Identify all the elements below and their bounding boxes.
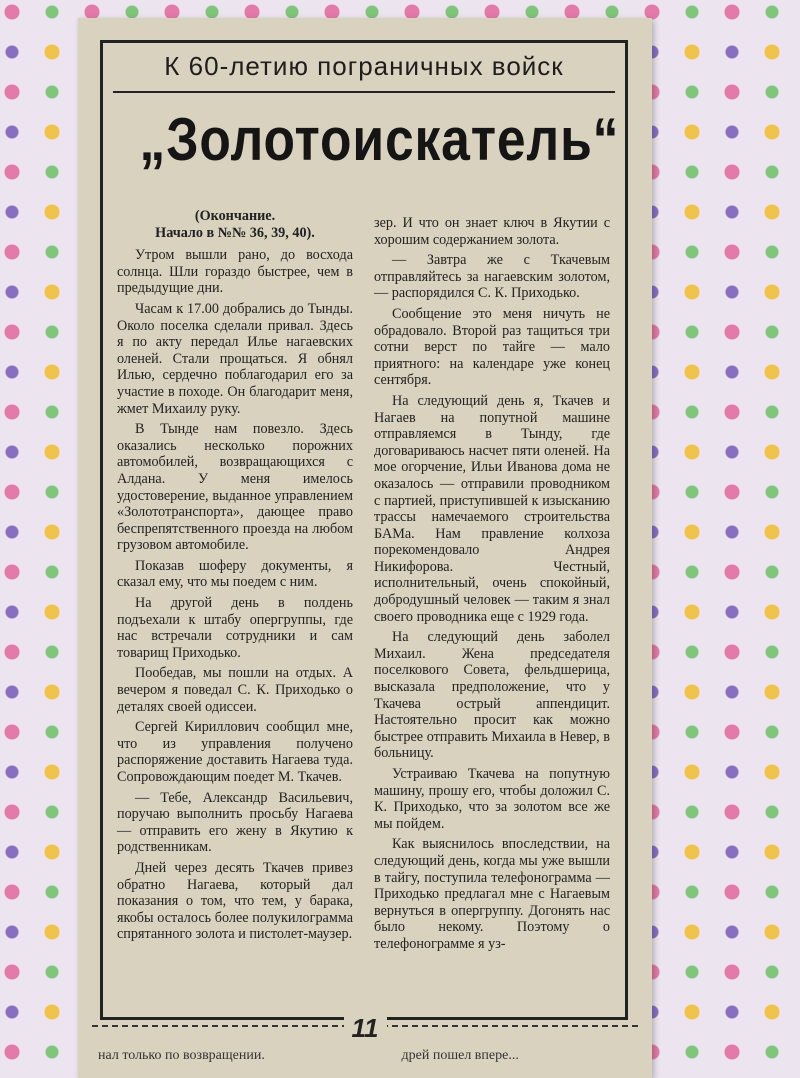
paragraph: Пообедав, мы пошли на отдых. А вечером я поведал С. К. Приходько о деталях своей одиссеи. bbox=[117, 665, 353, 715]
section-header: К 60-летию пограничных войск bbox=[164, 51, 564, 81]
paragraph: — Завтра же с Ткачевым отправляйтесь за нагаевским золотом, — распорядился С. К. Приходько. bbox=[374, 252, 610, 302]
continuation-note bbox=[117, 208, 353, 241]
paragraph: Сообщение это меня ничуть не обрадовало. Второй раз тащиться три сотни верст по тайге — мало приятного: на календаре уже конец сентября. bbox=[374, 305, 610, 389]
article-frame bbox=[100, 40, 628, 1020]
newspaper-clipping bbox=[78, 18, 652, 1078]
paragraph: Устраиваю Ткачева на попутную машину, прошу его, чтобы доложил С. К. Приходько, что за золотом все же мы пойдем. bbox=[374, 766, 610, 832]
left-column bbox=[117, 208, 353, 947]
paragraph: Как выяснилось впоследствии, на следующий день, когда мы уже вышли в тайгу, поступила телефонограмма — Приходько предлагал мне с Нагаевым вернуться в опергруппу. Догонять нас было некому. Поэтому о телефонограмме я уз- bbox=[374, 836, 610, 952]
continuation-note-line2: Начало в №№ 36, 39, 40). bbox=[155, 224, 315, 241]
paragraph: В Тынде нам повезло. Здесь оказались несколько порожних автомобилей, возвращающихся с Алдана. У меня имелось удостоверение, выданное управлением «Золототранспорта», дающее право беспрепятственного проезда на любом грузовом автомобиле. bbox=[117, 421, 353, 554]
page-number bbox=[78, 1013, 652, 1044]
paragraph: — Тебе, Александр Васильевич, поручаю выполнить просьбу Нагаева — отправить его жену в Якутию к родственникам. bbox=[117, 789, 353, 856]
page-number-text: 11 bbox=[344, 1013, 387, 1043]
paragraph: зер. И что он знает ключ в Якутии с хорошим содержанием золота. bbox=[374, 215, 610, 248]
paragraph: На другой день в полдень подъехали к штабу опергруппы, где нас встречали сотрудники и сам товарищ Приходько. bbox=[117, 595, 353, 661]
bottom-right-text: дрей пошел впере... bbox=[401, 1048, 519, 1063]
paragraph: На следующий день заболел Михаил. Жена председателя поселкового Совета, фельдшерица, высказала предположение, что у Ткачева острый аппендицит. Настоятельно просит как можно быстрее отправить Михаила в Невер, в больницу. bbox=[374, 629, 610, 762]
right-column bbox=[374, 215, 610, 957]
header-rule bbox=[113, 91, 615, 93]
article-title: „Золотоискатель“ bbox=[139, 106, 620, 173]
continuation-note-line1: (Окончание. bbox=[194, 208, 276, 224]
paragraph: Утром вышли рано, до восхода солнца. Шли гораздо быстрее, чем в предыдущие дни. bbox=[117, 247, 353, 297]
paragraph: Сергей Кириллович сообщил мне, что из управления получено распоряжение доставить Нагаева туда. Сопровождающим поедет М. Ткачев. bbox=[117, 719, 353, 785]
paragraph: На следующий день я, Ткачев и Нагаев на попутной машине отправляемся в Тынду, где договариваюсь насчет пяти оленей. На мое огорчение, Ильи Иванова дома не оказалось — отправили проводником с партией, приступившей к изысканию трассы намечаемого строительства БАМа. Нам правление колхоза порекомендовало Андрея Никифорова. Честный, исполнительный, очень спокойный, добродушный человек — таким я знал своего проводника еще с 1929 года. bbox=[374, 392, 610, 625]
next-page-text bbox=[98, 1048, 642, 1064]
paragraph: Часам к 17.00 добрались до Тынды. Около поселка сделали привал. Здесь я по акту передал Илье нагаевских оленей. Стали прощаться. Я обнял Илью, сердечно поблагодарил его за участие в походе. Он благодарит меня, жмет Михаилу руку. bbox=[117, 300, 353, 417]
paragraph: Дней через десять Ткачев привез обратно Нагаева, который дал показания о том, что тем, у барака, якобы осталось более полукилограмма спрятанного золота и пистолет-маузер. bbox=[117, 859, 353, 943]
bottom-left-text: нал только по возвращении. bbox=[98, 1048, 265, 1063]
paragraph: Показав шоферу документы, я сказал ему, что мы поедем с ним. bbox=[117, 557, 353, 591]
